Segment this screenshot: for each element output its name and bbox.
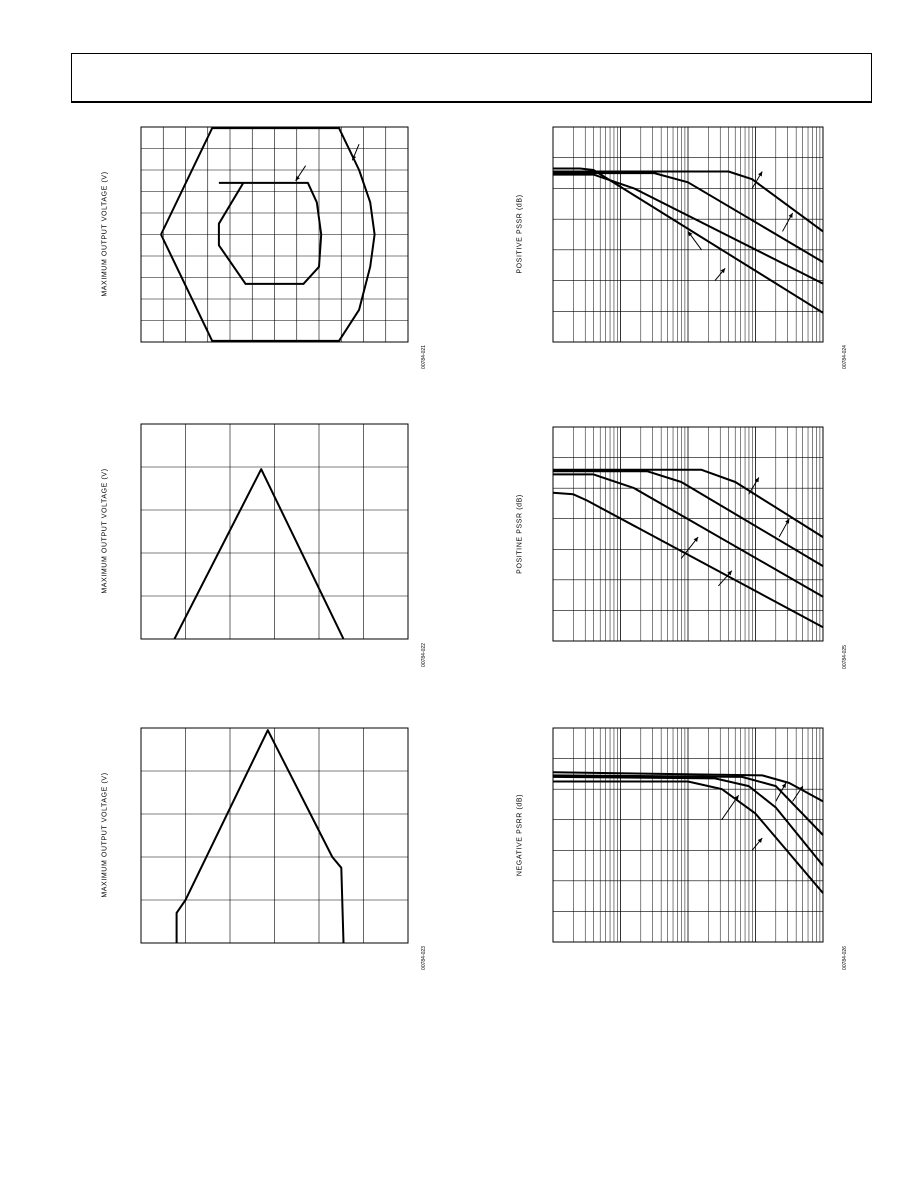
chart-panel-2 — [141, 424, 408, 639]
chart-3-figure-code: 00784-023 — [421, 946, 427, 970]
chart-6-figure-code: 00784-026 — [842, 946, 848, 970]
chart-1-ylabel: MAXIMUM OUTPUT VOLTAGE (V) — [101, 171, 109, 297]
chart-5-ylabel: POSITINE PSSR (dB) — [516, 494, 524, 574]
page-header-frame — [71, 53, 872, 103]
chart-1-arrowhead-1 — [296, 176, 300, 181]
chart-panel-5 — [553, 427, 823, 641]
chart-6-plot — [553, 728, 823, 942]
chart-3-ylabel: MAXIMUM OUTPUT VOLTAGE (V) — [101, 772, 109, 898]
chart-3-grid — [141, 728, 408, 943]
chart-3-plot — [141, 728, 408, 943]
chart-1-grid — [141, 127, 408, 342]
chart-3-series-1 — [177, 730, 344, 943]
chart-5-figure-code: 00784-025 — [842, 645, 848, 669]
chart-4-grid — [553, 127, 823, 342]
chart-1-figure-code: 00784-021 — [421, 345, 427, 369]
chart-5-grid — [553, 427, 823, 641]
chart-panel-3 — [141, 728, 408, 943]
chart-2-ylabel: MAXIMUM OUTPUT VOLTAGE (V) — [101, 468, 109, 594]
chart-2-series-1 — [174, 469, 343, 639]
chart-1-plot — [141, 127, 408, 342]
chart-6-grid — [553, 728, 823, 942]
chart-2-grid — [141, 424, 408, 639]
chart-1-series-2 — [219, 183, 321, 284]
chart-4-ylabel: POSITIVE PSSR (dB) — [516, 194, 524, 274]
chart-6-ylabel: NEGATIVE PSRR (dB) — [516, 793, 524, 877]
chart-2-plot — [141, 424, 408, 639]
chart-panel-6 — [553, 728, 823, 942]
chart-4-plot — [553, 127, 823, 342]
chart-panel-1 — [141, 127, 408, 342]
chart-4-figure-code: 00784-024 — [842, 345, 848, 369]
chart-5-plot — [553, 427, 823, 641]
chart-2-figure-code: 00784-022 — [421, 643, 427, 667]
chart-panel-4 — [553, 127, 823, 342]
